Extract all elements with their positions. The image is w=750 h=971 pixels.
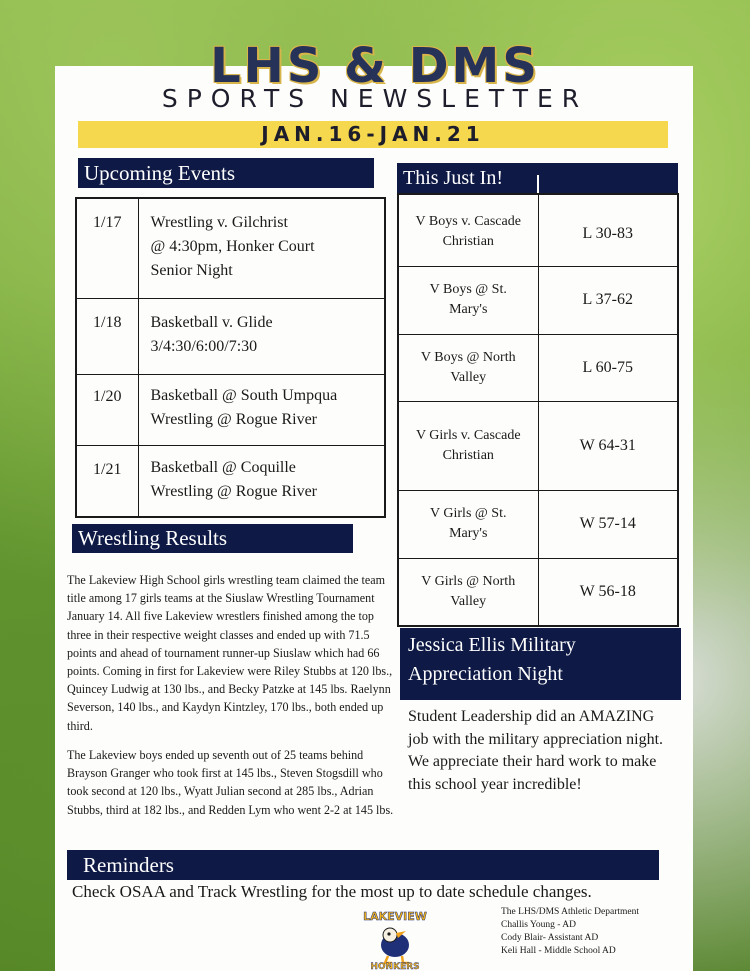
event-line: Senior Night (150, 262, 233, 279)
result-row (398, 334, 678, 401)
result-team: V Girls @ North Valley (398, 558, 538, 626)
upcoming-events-heading: Upcoming Events (78, 158, 374, 188)
result-row (398, 401, 678, 490)
event-date: 1/20 (76, 374, 138, 445)
event-line: 3/4:30/6:00/7:30 (150, 337, 258, 355)
game-results-table (397, 193, 679, 627)
result-row (398, 558, 678, 626)
wrestling-boys-paragraph: The Lakeview boys ended up seventh out of 25 teams behind Brayson Granger who took first at 145 lbs., Steven Stogsdill who took second at 120 lbs., Wyatt Julian second at 285 lbs., Adrian Stubbs, third at 182 lbs., and Redden Lym who went 2-2 at 145 lbs. (67, 748, 394, 817)
logo-top-text: LAKEVIEW (363, 910, 427, 923)
event-line: Wrestling v. Gilchrist (150, 214, 288, 231)
credit-line: The LHS/DMS Athletic Department (501, 907, 639, 917)
result-score: L 60-75 (538, 334, 678, 401)
event-details (138, 445, 385, 517)
event-date: 1/18 (76, 298, 138, 374)
result-row (398, 266, 678, 334)
result-score: L 37-62 (538, 266, 678, 334)
result-team: V Girls v. Cascade Christian (398, 401, 538, 490)
result-score: W 56-18 (538, 558, 678, 626)
event-line: @ 4:30pm, Honker Court (150, 238, 315, 255)
upcoming-events-table (75, 197, 386, 518)
event-line: Basketball @ South Umpqua (150, 386, 338, 404)
wrestling-girls-paragraph: The Lakeview High School girls wrestling team claimed the team title among 17 girls teams at the Siuslaw Wrestling Tournament January 14. All five Lakeview wrestlers finished among the top three in their respective weight classes and ended up with 71.5 points and ahead of tournament runner-up Siuslaw which had 66 points. Coming in first for Lakeview were Riley Stubbs at 120 lbs., Quincey Ludwig at 130 lbs., and Becky Patzke at 145 lbs. Raelynn Severson, 140 lbs., and Kaydyn Kintzley, 170 lbs., both ended up third. (67, 573, 393, 733)
result-row (398, 490, 678, 558)
this-just-in-label: This Just In! (403, 167, 503, 189)
result-team: V Girls @ St. Mary's (398, 490, 538, 558)
event-line: Basketball v. Glide (150, 313, 273, 331)
event-details (138, 298, 385, 374)
military-night-text: Student Leadership did an AMAZING job with the military appreciation night. We appreciate their hard work to make this school year incredible! (408, 708, 664, 793)
event-row (76, 298, 385, 374)
event-date: 1/21 (76, 445, 138, 517)
reminders-text: Check OSAA and Track Wrestling for the most up to date schedule changes. (72, 882, 592, 901)
result-score: W 64-31 (538, 401, 678, 490)
result-team: V Boys @ St. Mary's (398, 266, 538, 334)
event-line: Wrestling @ Rogue River (150, 410, 318, 428)
logo-bottom-text: HONKERS (370, 962, 420, 971)
event-line: Wrestling @ Rogue River (150, 482, 318, 500)
event-line: Basketball @ Coquille (150, 458, 296, 476)
event-details (138, 374, 385, 445)
wrestling-results-heading: Wrestling Results (72, 524, 353, 553)
event-date: 1/17 (76, 198, 138, 298)
result-score: W 57-14 (538, 490, 678, 558)
credit-line: Keli Hall - Middle School AD (501, 946, 616, 956)
result-team: V Boys @ North Valley (398, 334, 538, 401)
date-range-banner: JAN.16-JAN.21 (78, 121, 668, 148)
result-team: V Boys v. Cascade Christian (398, 194, 538, 266)
event-row (76, 198, 385, 298)
masthead-title: LHS & DMS (210, 38, 540, 94)
reminders-heading: Reminders (67, 850, 659, 880)
credit-line: Cody Blair- Assistant AD (501, 933, 599, 943)
military-night-heading: Jessica Ellis Military Appreciation Night (400, 628, 681, 700)
event-row (76, 445, 385, 517)
result-score: L 30-83 (538, 194, 678, 266)
heading-divider (537, 175, 539, 193)
athletic-department-credits (501, 906, 639, 958)
event-row (76, 374, 385, 445)
event-details (138, 198, 385, 298)
newsletter-subtitle: SPORTS NEWSLETTER (161, 84, 589, 113)
honker-mascot-icon (358, 907, 432, 971)
result-row (398, 194, 678, 266)
credit-line: Challis Young - AD (501, 920, 576, 930)
